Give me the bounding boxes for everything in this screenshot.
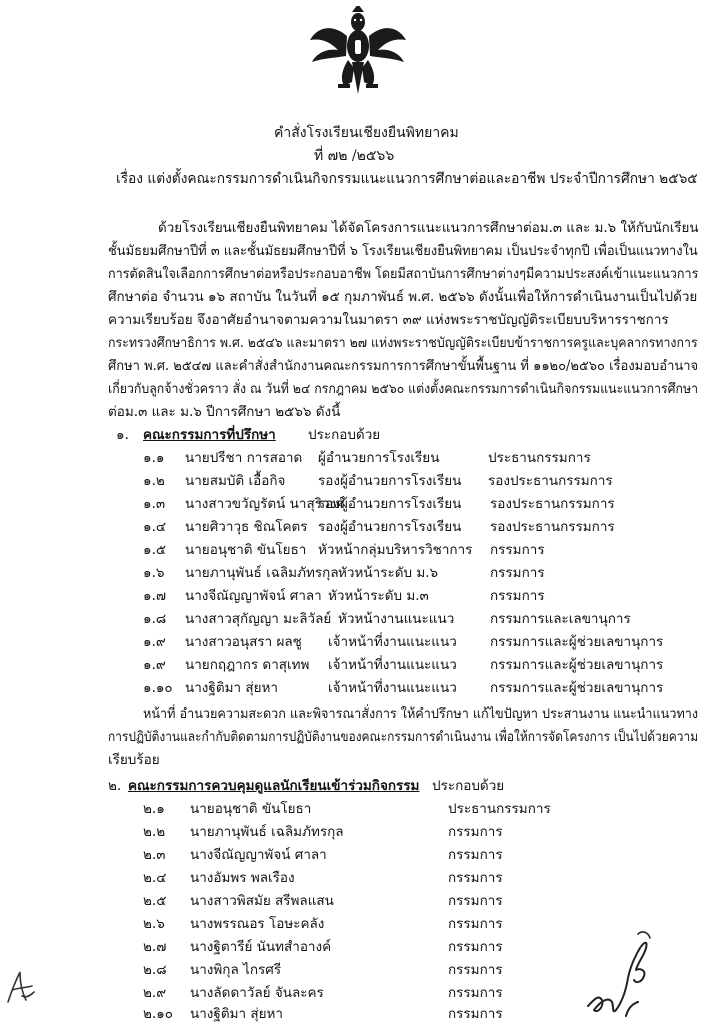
member-no: ๑.๙ (143, 657, 166, 673)
member-name: นางจีณัญญาพัจน์ ศาลา (185, 588, 322, 604)
member-position: หัวหน้าระดับ ม.๖ (338, 565, 439, 581)
member-role: กรรมการ (448, 985, 503, 1001)
member-no: ๒.๗ (143, 939, 167, 955)
member-role: กรรมการ (448, 916, 503, 932)
member-role: กรรมการ (490, 542, 545, 558)
member-name: นางพิกุล ไกรศรี (190, 962, 282, 978)
member-name: นายภานุพันธ์ เฉลิมภัทรกุล (190, 824, 344, 840)
member-position: เจ้าหน้าที่งานแนะแนว (328, 680, 457, 696)
order-number: ที่ ๗๒ /๒๕๖๖ (314, 148, 395, 164)
member-no: ๑.๑ (143, 450, 165, 466)
handwritten-signature-right (578, 930, 668, 1020)
intro-line: ศึกษา พ.ศ. ๒๕๔๗ และคำสั่งสำนักงานคณะกรรมการการศึกษาขั้นพื้นฐาน ที่ ๑๑๒๐/๒๕๖๐ เรื่องมอบอำนาจ (108, 358, 699, 374)
section1-title: คณะกรรมการที่ปรึกษา (143, 427, 276, 443)
member-no: ๒.๑ (143, 801, 165, 817)
member-name: นางลัดดาวัลย์ จันละคร (190, 985, 324, 1001)
section2-number: ๒. (108, 778, 122, 794)
member-no: ๑.๖ (143, 565, 165, 581)
member-name: นายอนุชาติ ขันโยธา (190, 801, 312, 817)
intro-line: กระทรวงศึกษาธิการ พ.ศ. ๒๕๔๖ และมาตรา ๒๗ แห่งพระราชบัญญัติระเบียบข้าราชการครูและบุคลากรทางการ (108, 335, 698, 351)
member-role: กรรมการ (448, 939, 503, 955)
member-no: ๑.๕ (143, 542, 167, 558)
member-name: นางฐิติมา สุ่ยหา (190, 1006, 284, 1022)
member-no: ๑.๑๐ (143, 680, 173, 696)
garuda-emblem-icon (308, 6, 408, 96)
duty-line: เรียบร้อย (108, 752, 160, 768)
member-role: กรรมการและผู้ช่วยเลขานุการ (490, 634, 664, 650)
intro-line: ชั้นมัธยมศึกษาปีที่ ๓ และชั้นมัธยมศึกษาปีที่ ๖ โรงเรียนเชียงยืนพิทยาคม เป็นประจำทุกปี เพื่อเป็นแนวทางใน (108, 243, 698, 259)
order-subject: เรื่อง แต่งตั้งคณะกรรมการดำเนินกิจกรรมแนะแนวการศึกษาต่อและอาชีพ ประจำปีการศึกษา ๒๕๖๕ (116, 171, 698, 187)
member-role: กรรมการ (490, 588, 545, 604)
member-name: นางสาวสุกัญญา มะลิวัลย์ (185, 611, 332, 627)
member-no: ๑.๔ (143, 519, 167, 535)
member-position: เจ้าหน้าที่งานแนะแนว (328, 657, 457, 673)
intro-line: การตัดสินใจเลือกการศึกษาต่อหรือประกอบอาชีพ โดยมีสถาบันการศึกษาต่างๆมีความประสงค์เข้าแนะแนวการ (108, 266, 699, 282)
member-role: กรรมการ (448, 962, 503, 978)
member-role: กรรมการและผู้ช่วยเลขานุการ (490, 657, 664, 673)
order-title: คำสั่งโรงเรียนเชียงยืนพิทยาคม (274, 125, 459, 141)
section2-title: คณะกรรมการควบคุมดูแลนักเรียนเข้าร่วมกิจกรรม (128, 778, 420, 794)
member-name: นางฐิติมา สุ่ยหา (185, 680, 279, 696)
member-name: นางสาวพิสมัย สรีพลแสน (190, 893, 334, 909)
member-no: ๒.๓ (143, 847, 166, 863)
member-name: นางพรรณอร โอษะคลัง (190, 916, 325, 932)
member-name: นางฐิตารีย์ นันทสำอางค์ (190, 939, 332, 955)
member-no: ๒.๔ (143, 870, 167, 886)
intro-line: ต่อม.๓ และ ม.๖ ปีการศึกษา ๒๕๖๖ ดังนี้ (108, 404, 341, 420)
member-no: ๒.๙ (143, 985, 167, 1001)
member-position: หัวหน้าระดับ ม.๓ (328, 588, 429, 604)
member-position: รองผู้อำนวยการโรงเรียน (318, 496, 462, 512)
member-role: กรรมการและผู้ช่วยเลขานุการ (490, 680, 664, 696)
member-position: เจ้าหน้าที่งานแนะแนว (328, 634, 457, 650)
member-role: รองประธานกรรมการ (490, 519, 615, 535)
section1-suffix: ประกอบด้วย (308, 427, 381, 443)
member-no: ๒.๖ (143, 916, 165, 932)
member-name: นางสาวขวัญรัตน์ นาสุริวงศ์ (185, 496, 345, 512)
member-no: ๑.๘ (143, 611, 167, 627)
member-no: ๑.๒ (143, 473, 165, 489)
member-role: กรรมการ (448, 847, 503, 863)
intro-line: ความเรียบร้อย จึงอาศัยอำนาจตามความในมาตรา ๓๙ แห่งพระราชบัญญัติระเบียบบริหารราชการ (108, 312, 669, 328)
member-role: กรรมการ (448, 870, 503, 886)
member-role: กรรมการและเลขานุการ (490, 611, 631, 627)
member-no: ๒.๑๐ (143, 1006, 173, 1022)
member-no: ๑.๓ (143, 496, 166, 512)
intro-line: ศึกษาต่อ จำนวน ๑๖ สถาบัน ในวันที่ ๑๕ กุมภาพันธ์ พ.ศ. ๒๕๖๖ ดังนั้นเพื่อให้การดำเนินงานเป็นไปด้วย (108, 289, 698, 305)
member-no: ๑.๙ (143, 634, 166, 650)
member-role: กรรมการ (448, 893, 503, 909)
section2-suffix: ประกอบด้วย (432, 778, 505, 794)
member-no: ๑.๗ (143, 588, 167, 604)
member-position: หัวหน้ากลุ่มบริหารวิชาการ (318, 542, 473, 558)
member-name: นายสมบัติ เอื้อกิจ (185, 473, 286, 489)
duty-line: หน้าที่ อำนวยความสะดวก และพิจารณาสั่งการ ให้คำปรึกษา แก้ไขปัญหา ประสานงาน แนะนำแนวทาง (143, 706, 699, 722)
member-name: นางสาวอนุสรา ผลชู (185, 634, 302, 650)
member-name: นายภานุพันธ์ เฉลิมภัทรกุล (185, 565, 339, 581)
member-position: หัวหน้างานแนะแนว (338, 611, 455, 627)
member-name: นายศิวาวุธ ชิณโคตร (185, 519, 308, 535)
member-role: ประธานกรรมการ (488, 450, 591, 466)
member-role: ประธานกรรมการ (448, 801, 551, 817)
member-position: รองผู้อำนวยการโรงเรียน (318, 519, 462, 535)
intro-line: เกี่ยวกับลูกจ้างชั่วคราว สั่ง ณ วันที่ ๒๔ กรกฎาคม ๒๕๖๐ แต่งตั้งคณะกรรมการดำเนินกิจกรรมแนะแนวการศึกษา (108, 381, 699, 397)
member-role: กรรมการ (490, 565, 545, 581)
member-name: นายปรีชา การสอาด (185, 450, 303, 466)
member-role: กรรมการ (448, 824, 503, 840)
member-name: นางจีณัญญาพัจน์ ศาลา (190, 847, 327, 863)
member-position: ผู้อำนวยการโรงเรียน (318, 450, 440, 466)
duty-line: การปฏิบัติงานและกำกับติดตามการปฏิบัติงานของคณะกรรมการดำเนินงาน เพื่อให้การจัดโครงการ เป็นไปด้วยความ (108, 729, 699, 745)
member-position: รองผู้อำนวยการโรงเรียน (318, 473, 462, 489)
member-name: นายกฤฎากร ดาสุเทพ (185, 657, 310, 673)
member-no: ๒.๘ (143, 962, 167, 978)
member-no: ๒.๕ (143, 893, 167, 909)
section1-number: ๑. (116, 427, 129, 443)
member-role: กรรมการ (448, 1006, 503, 1022)
member-name: นางอัมพร พลเรือง (190, 870, 295, 886)
member-name: นายอนุชาติ ขันโยธา (185, 542, 307, 558)
intro-line: ด้วยโรงเรียนเชียงยืนพิทยาคม ได้จัดโครงการแนะแนวการศึกษาต่อม.๓ และ ม.๖ ให้กับนักเรียน (158, 220, 699, 236)
handwritten-initial-left (2, 966, 36, 1006)
member-role: รองประธานกรรมการ (488, 473, 613, 489)
member-role: รองประธานกรรมการ (490, 496, 615, 512)
member-no: ๒.๒ (143, 824, 166, 840)
